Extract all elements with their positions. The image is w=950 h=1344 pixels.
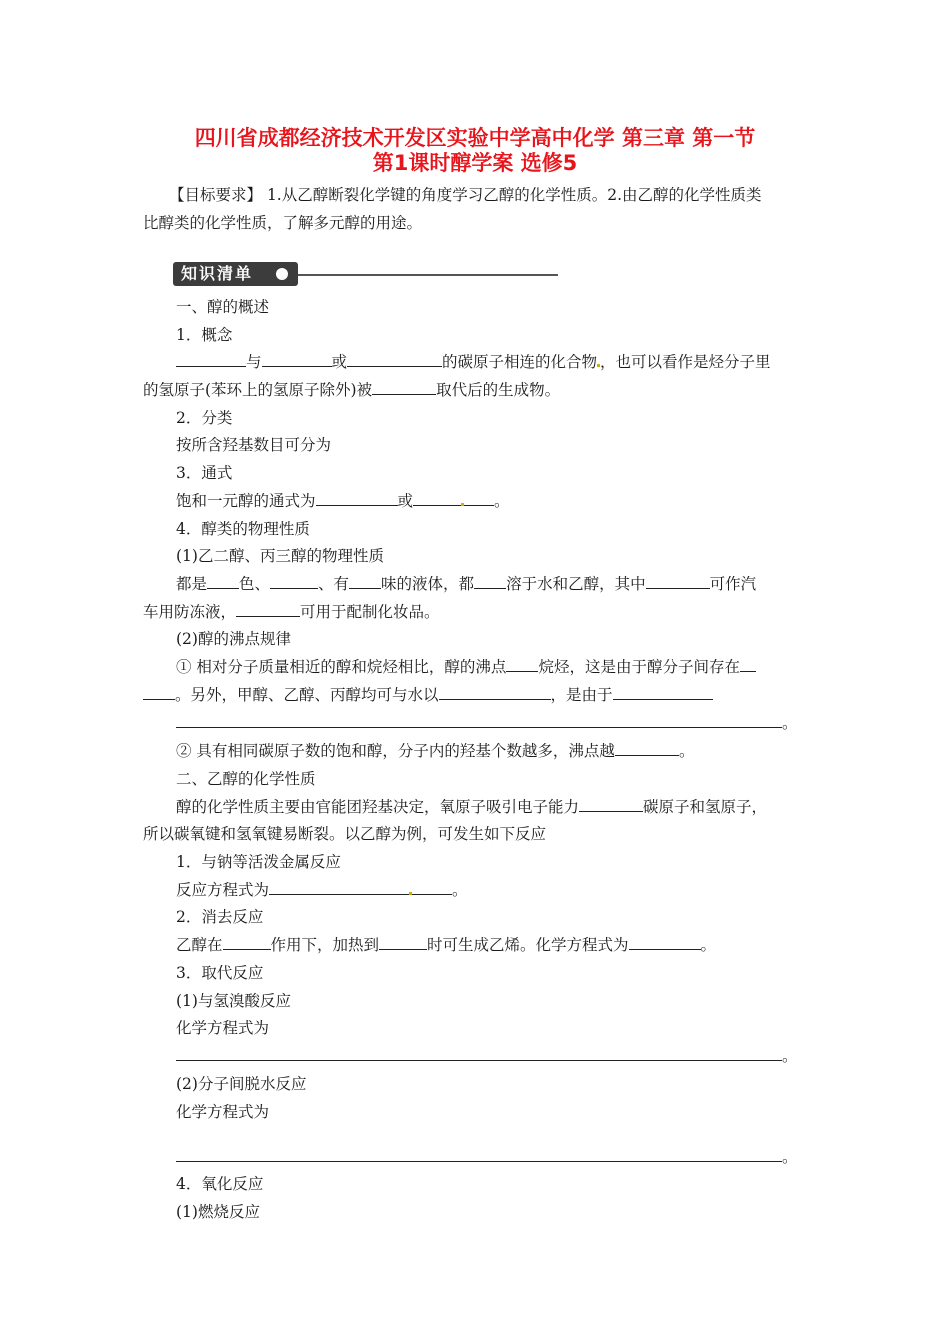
blank-long[interactable] [176,1046,782,1061]
s1-h1: 1．概念 [176,326,233,344]
blank[interactable] [439,685,551,700]
s2-h2: 2．消去反应 [176,908,264,926]
fenlei-line: 按所含羟基数目可分为 [176,436,332,454]
blank-long[interactable] [176,1147,782,1162]
text: 。 [678,742,695,760]
blank[interactable] [613,685,713,700]
text: 车用防冻液， [143,603,237,621]
text: 碳原子和氢原子， [643,798,768,816]
s2-heading: 二、乙醇的化学性质 [176,770,316,788]
s1-h4: 4．醇类的物理性质 [176,520,310,538]
text: 可作汽 [709,575,757,593]
text: 溶于水和乙醇，其中 [506,575,646,593]
q1-line: (1)与氢溴酸反应 [176,992,291,1010]
boiling-line-2 [143,685,713,705]
text: 醇的化学性质主要由官能团羟基决定，氧原子吸引电子能力 [176,798,580,816]
blank[interactable] [412,880,452,895]
s2-h3: 3．取代反应 [176,964,264,982]
text: ，是由于 [550,686,613,704]
blank[interactable] [629,935,701,950]
bullet-dot-icon [276,268,288,280]
s1-heading: 一、醇的概述 [176,298,270,316]
text: 反应方程式为 [176,881,270,899]
concept-line-1 [176,352,771,372]
text: 味的液体，都 [381,575,475,593]
text: 。 [700,936,717,954]
text: 可用于配制化妆品。 [300,603,440,621]
s2-intro-2: 所以碳氧键和氢氧键易断裂。以乙醇为例，可发生如下反应 [143,825,547,843]
text: 、有 [318,575,350,593]
goal-text-1: 1.从乙醇断裂化学键的角度学习乙醇的化学性质。2.由乙醇的化学性质类 [262,186,762,204]
s2-h4: 4．氧化反应 [176,1175,264,1193]
s2-h1: 1．与钠等活泼金属反应 [176,853,341,871]
q2-line: (2)分子间脱水反应 [176,1075,307,1093]
text: 或 [331,353,348,371]
blank[interactable] [379,935,427,950]
boiling-line-4 [176,741,694,761]
eq-line-1: 化学方程式为 [176,1019,270,1037]
goal-line-2: 比醇类的化学性质，了解多元醇的用途。 [143,214,423,232]
blank[interactable] [262,352,332,367]
text: 的碳原子相连的化合物 [442,353,598,371]
answer-line-2 [176,1147,798,1167]
o1-line: (1)燃烧反应 [176,1203,260,1221]
blank[interactable] [270,574,318,589]
goal-label: 【目标要求】 [169,186,263,204]
text: 。 [452,881,468,899]
blank[interactable] [347,352,442,367]
text: 。 [494,492,510,510]
banner-divider [298,274,558,276]
goal-line-1 [169,185,762,205]
text: 都是 [176,575,208,593]
blank-long[interactable] [176,713,782,728]
blank[interactable] [413,491,461,506]
blank[interactable] [464,491,494,506]
blank[interactable] [349,574,381,589]
boiling-line-1 [176,657,756,677]
text: 。 [782,714,798,732]
text: 与 [246,353,262,371]
blank[interactable] [615,741,679,756]
answer-line-1 [176,1046,798,1066]
text: 或 [397,492,414,510]
sodium-line [176,880,468,900]
blank[interactable] [207,574,239,589]
text: 。另外，甲醇、乙醇、丙醇均可与水以 [175,686,439,704]
p1-line: (1)乙二醇、丙三醇的物理性质 [176,547,384,565]
text: 烷烃，这是由于醇分子间存在 [538,658,740,676]
banner-label: 知识清单 [181,264,254,283]
eq-line-2: 化学方程式为 [176,1103,270,1121]
text: 的氢原子(苯环上的氢原子除外)被 [143,381,373,399]
text: 作用下，加热到 [270,936,380,954]
s1-h2: 2．分类 [176,409,233,427]
p2-line: (2)醇的沸点规律 [176,630,291,648]
blank[interactable] [506,657,538,672]
tongshi-line [176,491,510,511]
blank[interactable] [474,574,506,589]
blank[interactable] [236,602,300,617]
text: ② 具有相同碳原子数的饱和醇，分子内的羟基个数越多，沸点越 [176,742,615,760]
props-line-2 [143,602,440,622]
title-line-2: 第1课时醇学案 选修5 [372,151,578,175]
text: 。 [782,1148,798,1166]
blank[interactable] [143,685,175,700]
s1-h3: 3．通式 [176,464,233,482]
boiling-line-3 [176,713,798,733]
blank[interactable] [269,880,409,895]
blank[interactable] [316,491,398,506]
blank[interactable] [740,657,756,672]
text: 饱和一元醇的通式为 [176,492,316,510]
text: ① 相对分子质量相近的醇和烷烃相比，醇的沸点 [176,658,507,676]
props-line-1 [176,574,756,594]
text: 乙醇在 [176,936,223,954]
text: 时可生成乙烯。化学方程式为 [427,936,629,954]
elimination-line [176,935,716,955]
title-line-1: 四川省成都经济技术开发区实验中学高中化学 第三章 第一节 [194,126,756,150]
blank[interactable] [223,935,271,950]
blank[interactable] [646,574,710,589]
concept-line-2 [143,380,560,400]
text: 色、 [239,575,271,593]
text: 。 [782,1047,798,1065]
blank[interactable] [372,380,436,395]
blank[interactable] [579,797,643,812]
s2-intro-1 [176,797,767,817]
blank[interactable] [176,352,246,367]
section-banner [173,262,298,286]
text: 取代后的生成物。 [436,381,561,399]
text: ，也可以看作是烃分子里 [600,353,771,371]
